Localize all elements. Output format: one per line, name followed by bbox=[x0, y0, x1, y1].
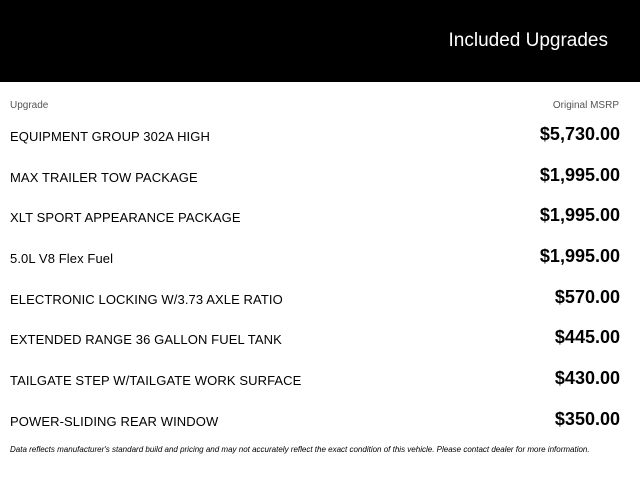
table-row bbox=[0, 203, 640, 244]
upgrade-name: ELECTRONIC LOCKING W/3.73 AXLE RATIO bbox=[10, 291, 283, 307]
upgrade-price: $445.00 bbox=[554, 327, 620, 348]
upgrade-name: XLT SPORT APPEARANCE PACKAGE bbox=[10, 210, 241, 226]
table-row bbox=[0, 285, 640, 326]
disclaimer-text: Data reflects manufacturer's standard build and pricing and may not accurately reflect the exact condition of this vehicle. Please contact dealer for more information. bbox=[10, 445, 590, 454]
table-row bbox=[0, 325, 640, 366]
upgrade-name: EXTENDED RANGE 36 GALLON FUEL TANK bbox=[10, 332, 282, 348]
msrp-column-header: Original MSRP bbox=[552, 100, 619, 111]
upgrade-name: MAX TRAILER TOW PACKAGE bbox=[10, 169, 198, 185]
header-bar bbox=[0, 0, 640, 82]
table-row bbox=[0, 163, 640, 204]
page-title: Included Upgrades bbox=[448, 30, 608, 51]
upgrade-name: EQUIPMENT GROUP 302A HIGH bbox=[10, 129, 210, 144]
upgrade-name: POWER-SLIDING REAR WINDOW bbox=[10, 413, 219, 429]
upgrade-price: $1,995.00 bbox=[539, 246, 620, 267]
upgrade-price: $350.00 bbox=[554, 408, 620, 429]
table-row bbox=[0, 366, 640, 407]
upgrade-price: $1,995.00 bbox=[539, 164, 620, 185]
upgrade-name: 5.0L V8 Flex Fuel bbox=[10, 251, 114, 267]
table-row bbox=[0, 407, 640, 448]
upgrades-table bbox=[0, 82, 640, 448]
table-row bbox=[0, 244, 640, 285]
table-header bbox=[0, 82, 640, 122]
upgrade-price: $1,995.00 bbox=[539, 205, 620, 226]
upgrade-column-header: Upgrade bbox=[10, 100, 49, 111]
upgrade-name: TAILGATE STEP W/TAILGATE WORK SURFACE bbox=[10, 373, 302, 389]
upgrade-price: $5,730.00 bbox=[539, 124, 620, 144]
upgrade-price: $570.00 bbox=[554, 286, 620, 307]
table-row bbox=[0, 122, 640, 163]
upgrade-price: $430.00 bbox=[554, 368, 620, 389]
